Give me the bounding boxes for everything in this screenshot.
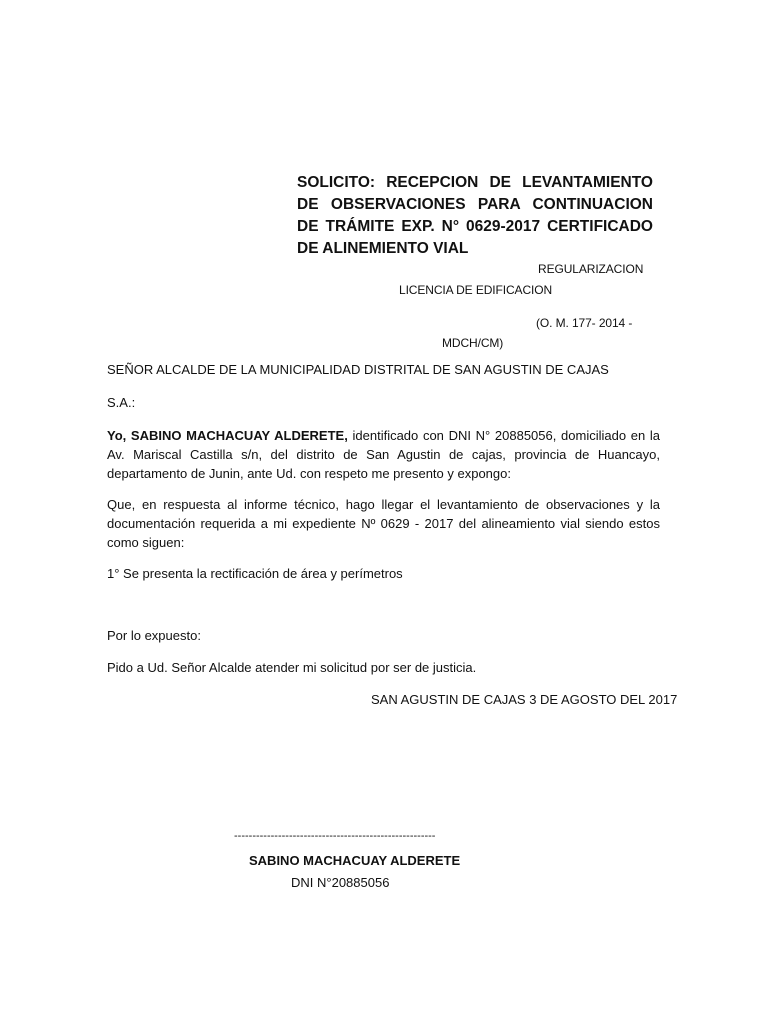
- sender-name: Yo, SABINO MACHACUAY ALDERETE,: [107, 428, 348, 443]
- signature-name: SABINO MACHACUAY ALDERETE: [249, 853, 461, 868]
- subject-note-ordinance-cont: MDCH/CM): [442, 336, 504, 350]
- closing-request: Pido a Ud. Señor Alcalde atender mi solicitud por ser de justicia.: [107, 660, 477, 675]
- body-paragraph: Que, en respuesta al informe técnico, hago llegar el levantamiento de observaciones y la documentación requerida a mi expediente Nº 0629 - 2017 del alineamiento vial siendo estos como siguen:: [107, 497, 660, 550]
- signature-line: -------------------------------------------------------: [234, 830, 436, 842]
- addressee: SEÑOR ALCALDE DE LA MUNICIPALIDAD DISTRITAL DE SAN AGUSTIN DE CAJAS: [107, 362, 609, 377]
- list-item-1: 1° Se presenta la rectificación de área y perímetros: [107, 566, 403, 581]
- closing-intro: Por lo expuesto:: [107, 628, 201, 643]
- place-date: SAN AGUSTIN DE CAJAS 3 DE AGOSTO DEL 2017: [371, 692, 678, 707]
- subject-note-licencia: LICENCIA DE EDIFICACION: [399, 283, 553, 297]
- salutation: S.A.:: [107, 395, 136, 410]
- signature-dni: DNI N°20885056: [291, 875, 390, 890]
- subject-note-regularizacion: REGULARIZACION: [538, 262, 644, 276]
- intro-text: identificado con DNI N° 20885056, domiciliado en la Av. Mariscal Castilla s/n, del distrito de San Agustin de cajas, provincia de Huancayo, departamento de Junin, ante Ud. con respeto me presento y expongo:: [107, 428, 660, 481]
- subject-heading: SOLICITO: RECEPCION DE LEVANTAMIENTO DE OBSERVACIONES PARA CONTINUACION DE TRÁMITE EXP. N° 0629-2017 CERTIFICADO DE ALINEMIENTO VIAL: [297, 174, 653, 257]
- intro-paragraph: [107, 426, 660, 483]
- subject-note-ordinance: (O. M. 177- 2014 -: [536, 316, 633, 330]
